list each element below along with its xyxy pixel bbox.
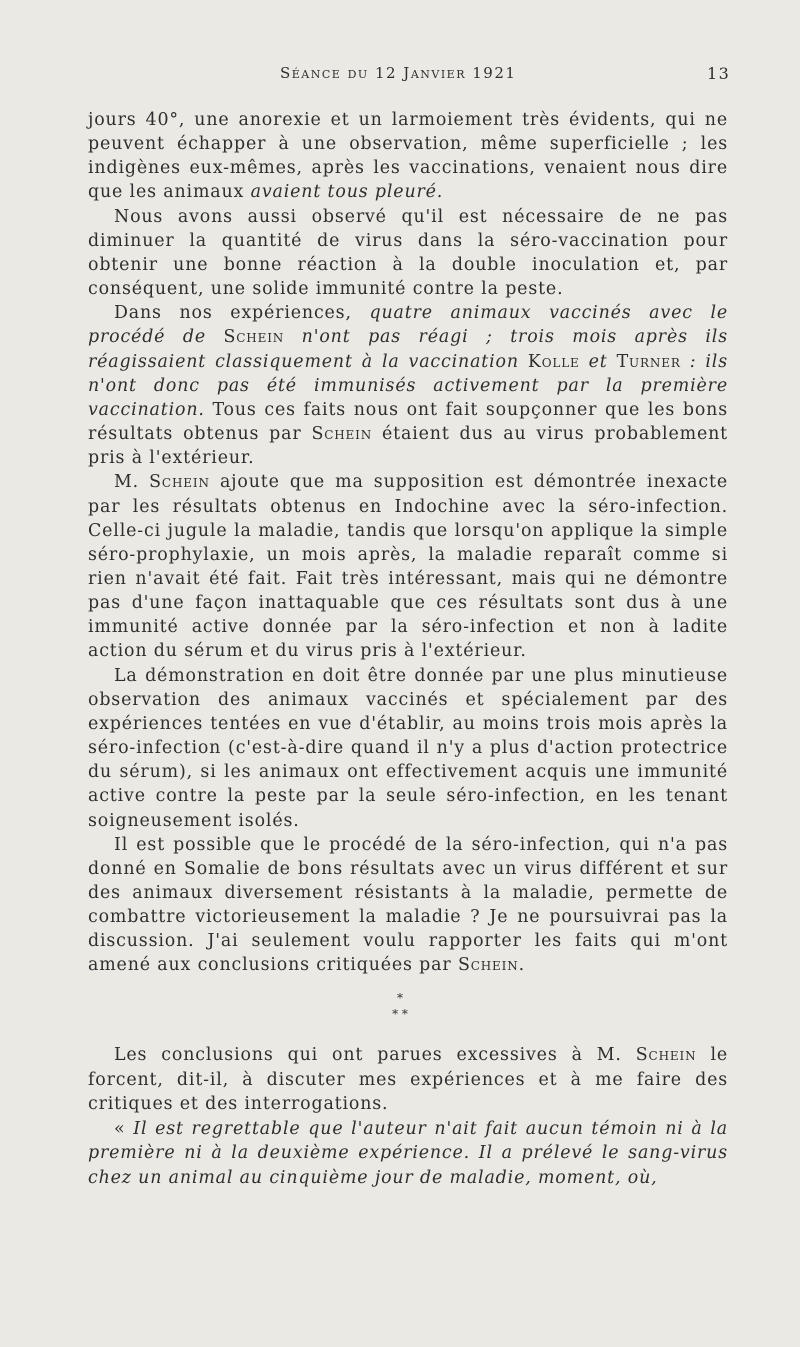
paragraph-4-a: M. [114,472,140,493]
paragraph-1-text: jours 40°, une anorexie et un larmoiement très évidents, qui ne peuvent échapper à une observation, même superficielle ; les indigènes eux-mêmes, après les vaccinations, venaient nous dire que les animaux [88,110,728,203]
paragraph-1 [88,108,728,205]
paragraph-3-k: étaient dus au virus probablement pris à l'extérieur. [88,424,728,469]
author-schein: Schein [149,472,210,493]
author-schein: Schein [223,327,285,348]
paragraph-8 [88,1117,728,1191]
paragraph-6 [88,833,728,978]
paragraph-7-a: Les conclusions qui ont parues excessives à M. [114,1045,622,1065]
second-section [88,1043,728,1190]
open-quote: « [114,1118,126,1139]
author-schein: Schein [635,1045,697,1065]
paragraph-8-italic: Il est regrettable que l'auteur n'ait fait aucun témoin ni à la première ni à la deuxième expérience. Il a prélevé le sang-virus chez un animal au cinquième jour de maladie, moment, où, [88,1118,728,1188]
paragraph-6-c: . [518,955,525,976]
paragraph-4 [88,470,728,663]
author-schein: Schein [457,955,519,976]
paragraph-3 [88,301,728,470]
paragraph-3-b: quatre animaux vaccinés avec le procédé de [88,303,729,348]
paragraph-4-c: ajoute que ma supposition est démontrée inexacte par les résultats obtenus en Indochine avec la séro-infection. Celle-ci jugule la maladie, tandis que lorsqu'on applique la simple séro-prophylaxie, un mois après, la maladie reparaît comme si rien n'avait été fait. Fait très intéressant, mais qui ne démontre pas d'une façon inattaquable que ces résultats sont dus à une immunité active donnée par la séro-infection et non à ladite action du sérum et du virus pris à l'extérieur. [88,472,728,662]
paragraph-3-a: Dans nos expériences, [114,303,352,324]
running-header [0,64,800,88]
main-text [88,108,728,978]
paragraph-3-d: n'ont pas réagi ; trois mois après ils réagissaient classiquement à la vaccination [88,327,728,372]
author-turner: Turner [616,351,681,372]
section-ornament-bottom: * * [392,1007,408,1021]
page-number: 13 [707,64,731,83]
running-title: Séance du 12 Janvier 1921 [280,64,517,82]
paragraph-6-a: Il est possible que le procédé de la séro-infection, qui n'a pas donné en Somalie de bons résultats avec un virus différent et sur des animaux diversement résistants à la maladie, permette de combattre victorieusement la maladie ? Je ne poursuivrai pas la discussion. J'ai seulement voulu rapporter les faits qui m'ont amené aux conclusions critiquées par [88,834,728,976]
paragraph-5: La démonstration en doit être donnée par une plus minutieuse observation des animaux vaccinés et spécialement par des expériences tentées en vue d'établir, au moins trois mois après la séro-infection (c'est-à-dire quand il n'y a plus d'action protectrice du sérum), si les animaux ont effectivement acquis une immunité active contre la peste par la seule séro-infection, en les tenant soigneusement isolés. [88,665,728,831]
paragraph-3-i: Tous ces faits nous ont fait soupçonner que les bons résultats obtenus par [88,399,728,445]
author-kolle: Kolle [527,351,580,372]
paragraph-7-c: le forcent, dit-il, à discuter mes expériences et à me faire des critiques et des interrogations. [88,1045,728,1114]
paragraph-2: Nous avons aussi observé qu'il est nécessaire de ne pas diminuer la quantité de virus dans la séro-vaccination pour obtenir une bonne réaction à la double inoculation et, par conséquent, une solide immunité contre la peste. [88,206,728,300]
paragraph-7 [88,1043,728,1117]
paragraph-3-f: et [588,351,608,372]
paragraph-3-h: : ils n'ont donc pas été immunisés activement par la première vaccination. [88,351,728,420]
author-schein: Schein [311,424,373,445]
section-ornament-top: * [397,991,403,1005]
paragraph-1-italic: avaient tous pleuré. [250,182,444,203]
